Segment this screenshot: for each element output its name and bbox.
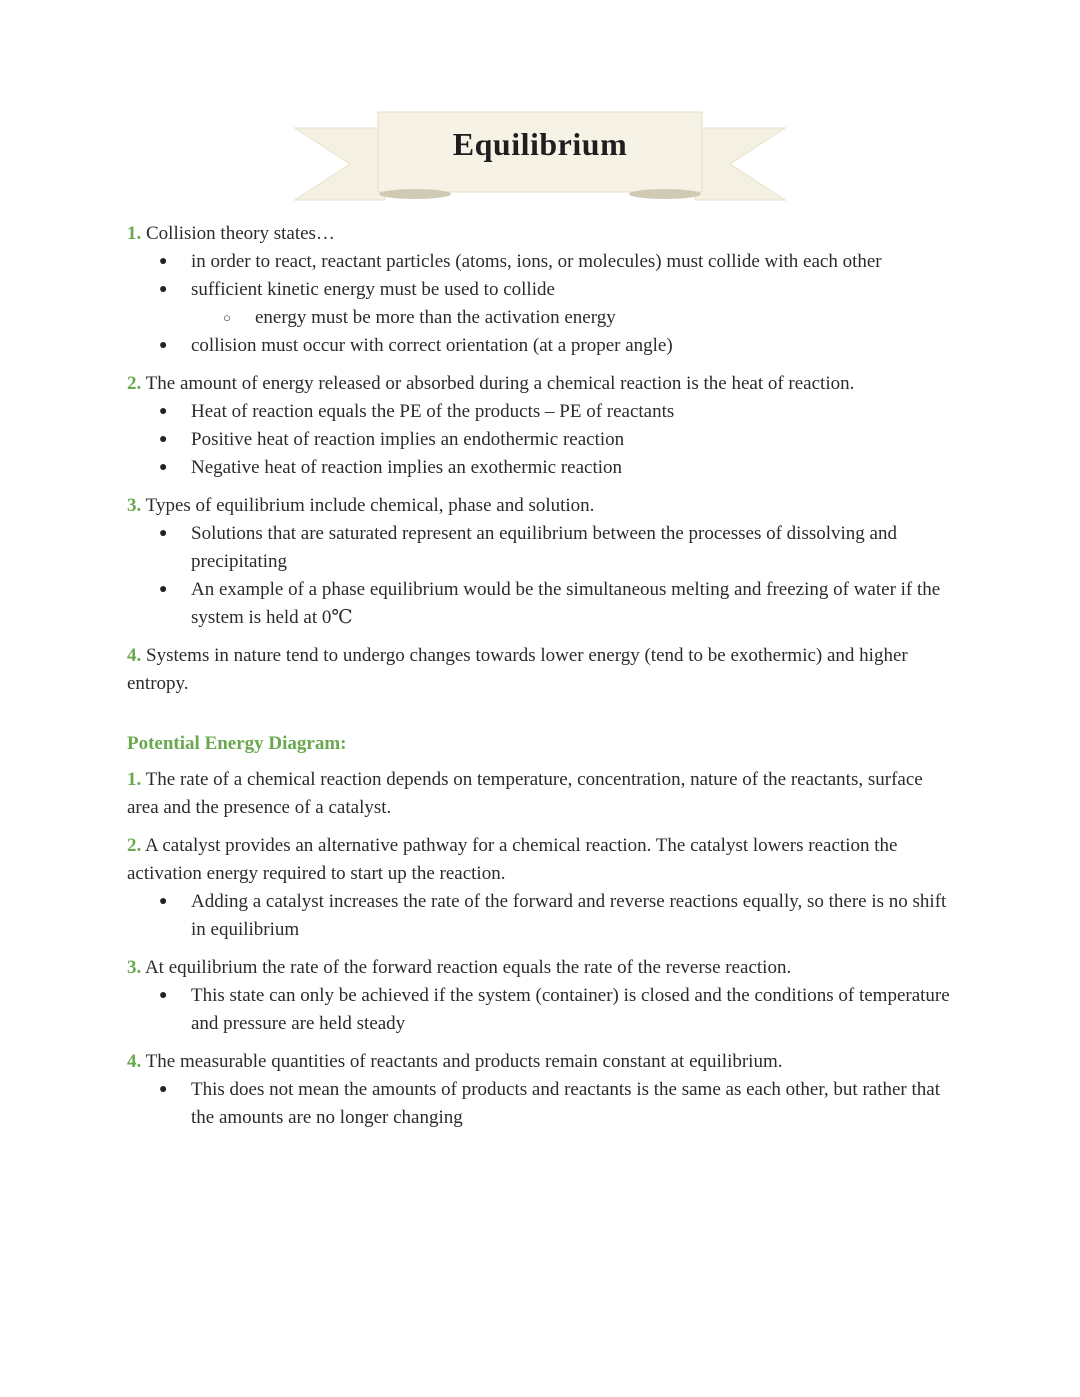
page-title: Equilibrium	[452, 126, 628, 162]
item-paragraph	[127, 220, 957, 248]
bullet-text: This does not mean the amounts of products and reactants is the same as each other, but rather that the amounts are no longer changing	[191, 1079, 940, 1128]
bullet-list	[127, 982, 957, 1038]
bullet-text: Positive heat of reaction implies an endothermic reaction	[191, 429, 625, 450]
bullet-text: sufficient kinetic energy must be used to collide	[191, 279, 555, 300]
potential-energy-sections	[127, 766, 957, 1132]
item-number: 2.	[127, 835, 142, 856]
item-number: 2.	[127, 373, 142, 394]
bullet-text: Negative heat of reaction implies an exothermic reaction	[191, 457, 623, 478]
bullet-text: An example of a phase equilibrium would be the simultaneous melting and freezing of water if the system is held at 0℃	[191, 579, 941, 628]
document-body	[127, 220, 957, 1142]
bullet-list	[127, 888, 957, 944]
bullet-item	[127, 520, 957, 576]
numbered-item	[127, 832, 957, 944]
item-text: A catalyst provides an alternative pathway for a chemical reaction. The catalyst lowers reaction the activation energy required to start up the reaction.	[127, 835, 898, 884]
item-paragraph	[127, 492, 957, 520]
bullet-item	[127, 1076, 957, 1132]
item-paragraph	[127, 1048, 957, 1076]
bullet-text: Adding a catalyst increases the rate of the forward and reverse reactions equally, so there is no shift in equilibrium	[191, 891, 947, 940]
bullet-list	[127, 398, 957, 482]
bullet-item	[127, 398, 957, 426]
bullet-text: This state can only be achieved if the system (container) is closed and the conditions of temperature and pressure are held steady	[191, 985, 950, 1034]
numbered-item	[127, 1048, 957, 1132]
item-text: The rate of a chemical reaction depends on temperature, concentration, nature of the reactants, surface area and the presence of a catalyst.	[127, 769, 923, 818]
bullet-item	[127, 576, 957, 632]
bullet-item	[127, 454, 957, 482]
item-number: 1.	[127, 223, 142, 244]
bullet-item	[127, 276, 957, 304]
title-banner	[290, 108, 790, 208]
bullet-item	[127, 426, 957, 454]
sub-bullet-list	[127, 304, 957, 332]
item-paragraph	[127, 954, 957, 982]
item-paragraph	[127, 642, 957, 698]
item-number: 3.	[127, 495, 142, 516]
item-text: At equilibrium the rate of the forward reaction equals the rate of the reverse reaction.	[144, 957, 792, 978]
item-text: Types of equilibrium include chemical, phase and solution.	[145, 495, 595, 516]
item-paragraph	[127, 832, 957, 888]
bullet-list	[127, 248, 957, 360]
numbered-item	[127, 220, 957, 360]
section-heading: Potential Energy Diagram:	[127, 733, 347, 754]
bullet-item	[127, 982, 957, 1038]
numbered-item	[127, 954, 957, 1038]
item-text: Systems in nature tend to undergo changes towards lower energy (tend to be exothermic) and higher entropy.	[127, 645, 908, 694]
item-number: 1.	[127, 769, 142, 790]
bullet-text: Heat of reaction equals the PE of the products – PE of reactants	[191, 401, 675, 422]
bullet-text: collision must occur with correct orientation (at a proper angle)	[191, 335, 673, 356]
item-number: 4.	[127, 1051, 142, 1072]
item-number: 4.	[127, 645, 142, 666]
bullet-item	[127, 888, 957, 944]
numbered-item	[127, 642, 957, 698]
bullet-item	[127, 332, 957, 360]
bullet-item	[127, 248, 957, 276]
bullet-text: in order to react, reactant particles (atoms, ions, or molecules) must collide with each other	[191, 251, 882, 272]
item-paragraph	[127, 370, 957, 398]
item-text: Collision theory states…	[146, 223, 335, 244]
collision-sections	[127, 220, 957, 698]
bullet-text: Solutions that are saturated represent an equilibrium between the processes of dissolving and precipitating	[191, 523, 897, 572]
sub-bullet-item: ○ energy must be more than the activation energy	[127, 304, 957, 332]
item-text: The measurable quantities of reactants and products remain constant at equilibrium.	[145, 1051, 783, 1072]
bullet-list	[127, 520, 957, 632]
bullet-list	[127, 1076, 957, 1132]
item-text: The amount of energy released or absorbed during a chemical reaction is the heat of reaction.	[145, 373, 855, 394]
numbered-item	[127, 370, 957, 482]
item-number: 3.	[127, 957, 142, 978]
numbered-item	[127, 766, 957, 822]
numbered-item	[127, 492, 957, 632]
item-paragraph	[127, 766, 957, 822]
